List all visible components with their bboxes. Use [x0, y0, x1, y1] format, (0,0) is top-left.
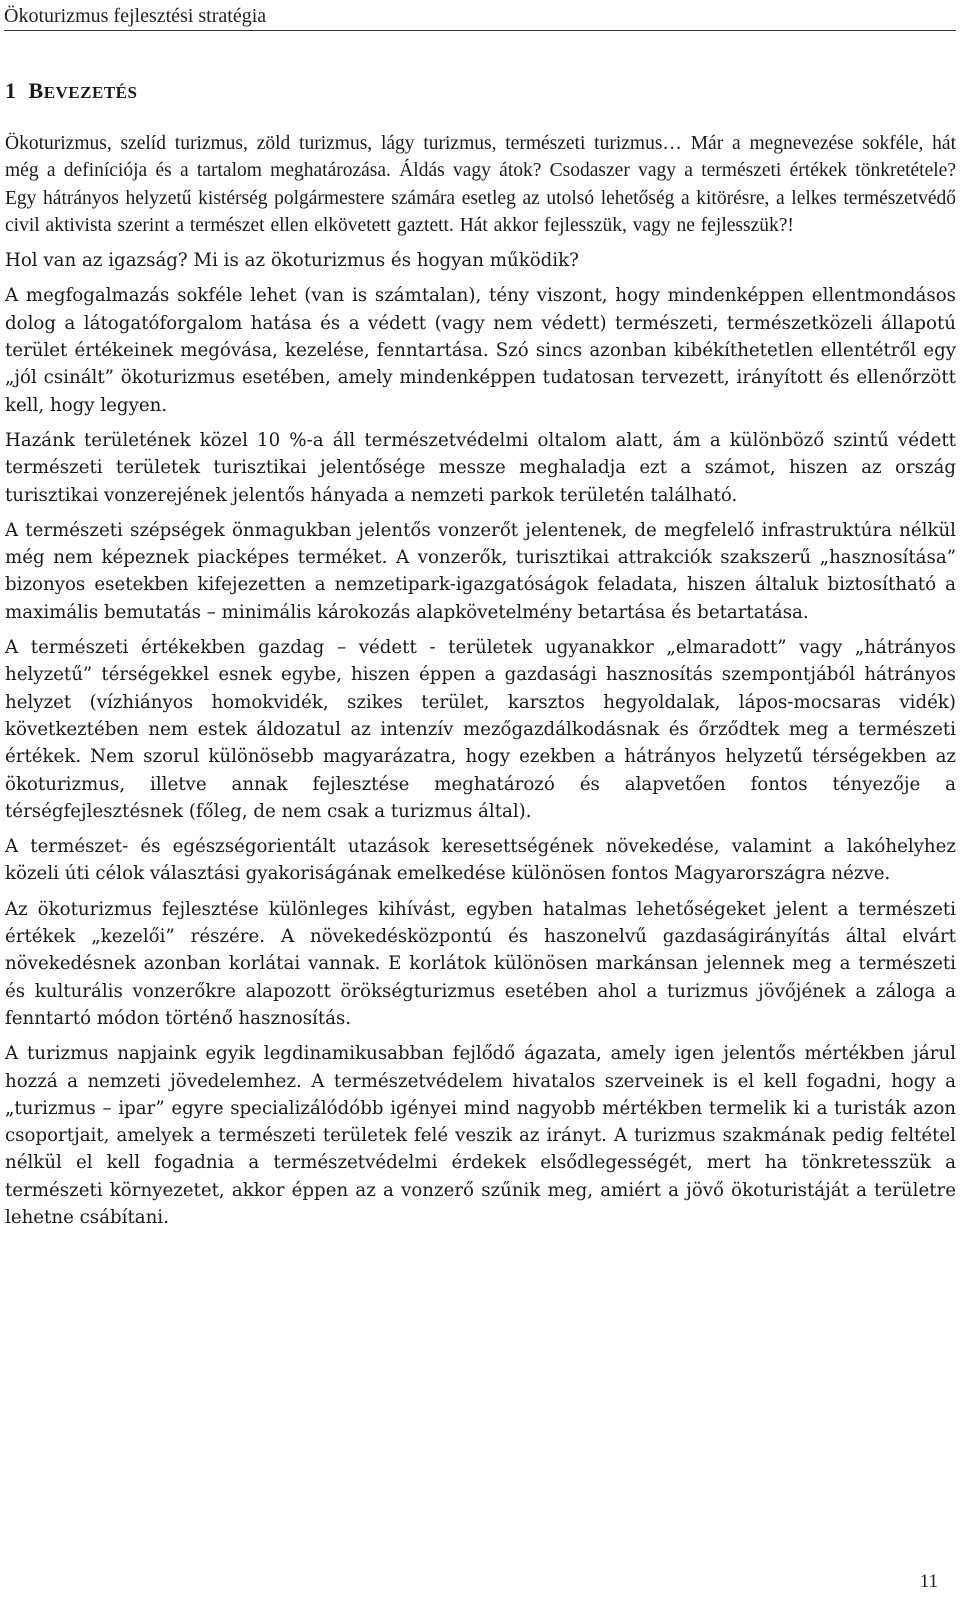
paragraph-question: Hol van az igazság? Mi is az ökoturizmus és hogyan működik?	[5, 250, 579, 272]
section-title-rest: EVEZETÉS	[43, 83, 138, 102]
paragraph-protected-areas: Hazánk területének közel 10 %-a áll természetvédelmi oltalom alatt, ám a különböző szintű védett természeti területek turisztikai jelentősége messze meghaladja ezt a számot, hiszen az ország turisztikai vonzerejének jelentős hányada a nemzeti parkok területén található.	[5, 429, 956, 506]
section-number: 1	[5, 78, 17, 103]
document-title: Ökoturizmus fejlesztési stratégia	[4, 5, 267, 27]
paragraph-intro: Ökoturizmus, szelíd turizmus, zöld turizmus, lágy turizmus, természeti turizmus… Már a megnevezése sokféle, hát még a definíciója és a tartalom meghatározása. Áldás vagy átok? Csodaszer vagy a természeti értékek tönkretétele? Egy hátrányos helyzetű kistérség polgármestere számára esetleg az utolsó lehetőség a kitörésre, a lelkes természetvédő civil aktivista szerint a természet ellen elkövetett gaztett. Hát akkor fejlesszük, vagy ne fejlesszük?!	[5, 133, 956, 236]
section-heading	[5, 76, 956, 108]
page-number: 11	[919, 1571, 938, 1592]
paragraph-natural-beauty: A természeti szépségek önmagukban jelentős vonzerőt jelentenek, de megfelelő infrastruktúra nélkül még nem képeznek piacképes terméket. A vonzerők, turisztikai attrakciók szakszerű „hasznosítása” bizonyos esetekben kifejezetten a nemzetipark-igazgatóságok feladata, hiszen általuk biztosítható a maximális bemutatás – minimális károkozás alapkövetelmény betartása és betartatása.	[5, 519, 956, 623]
paragraph-tourism-industry: A turizmus napjaink egyik legdinamikusabban fejlődő ágazata, amely igen jelentős mértékben járul hozzá a nemzeti jövedelemhez. A természetvédelem hivatalos szerveinek is el kell fogadni, hogy a „turizmus – ipar” egyre specializálódóbb igényei mind nagyobb mértékben termelik ki a turisták azon csoportjait, amelyek a természeti területek felé veszik az irányt. A turizmus szakmának pedig feltétel nélkül el kell fogadnia a természetvédelmi érdekek elsődlegességét, mert ha tönkretesszük a természeti környezetet, akkor éppen az a vonzerő szűnik meg, amiért a jövő ökoturistáját a területre lehetne csábítani.	[5, 1043, 956, 1228]
page-body	[5, 76, 956, 1239]
paragraph-disadvantaged-regions: A természeti értékekben gazdag – védett - területek ugyanakkor „elmaradott” vagy „hátrányos helyzetű” térségekkel esnek egybe, hiszen éppen a gazdasági hasznosítás szempontjából hátrányos helyzet (vízhiányos homokvidék, szikes terület, karsztos hegyoldalak, lápos-mocsaras vidék) következtében nem estek áldozatul az intenzív mezőgazdálkodásnak és őrződtek meg a természeti értékek. Nem szorul különösebb magyarázatra, hogy ezekben a hátrányos helyzetű térségekben az ökoturizmus, illetve annak fejlesztése meghatározó és alapvetően fontos tényezője a térségfejlesztésnek (főleg, de nem csak a turizmus által).	[5, 637, 956, 822]
paragraph-development-challenge: Az ökoturizmus fejlesztése különleges kihívást, egyben hatalmas lehetőségeket jelent a természeti értékek „kezelői” részére. A növekedésközpontú és haszonelvű gazdaságirányítás által elvárt növekedésnek azonban korlátai vannak. E korlátok különösen markánsan jelennek meg a természeti és kulturális vonzerőkre alapozott örökségturizmus esetében ahol a turizmus jövőjének a záloga a fenntartó módon történő hasznosítás.	[5, 898, 956, 1029]
paragraph-definition: A megfogalmazás sokféle lehet (van is számtalan), tény viszont, hogy mindenképpen ellentmondásos dolog a látogatóforgalom hatása és a védett (vagy nem védett) természeti, természetközeli állapotú terület értékeinek megóvása, kezelése, fenntartása. Szó sincs azonban kibékíthetetlen ellentétről egy „jól csinált” ökoturizmus esetében, amely mindenképpen tudatosan tervezett, irányított és ellenőrzött kell, hogy legyen.	[5, 285, 956, 416]
paragraph-travel-trends: A természet- és egészségorientált utazások keresettségének növekedése, valamint a lakóhelyhez közeli úti célok választási gyakoriságának emelkedése különösen fontos Magyarországra nézve.	[5, 836, 956, 885]
running-header	[4, 2, 956, 31]
section-title-initial: B	[28, 78, 44, 103]
